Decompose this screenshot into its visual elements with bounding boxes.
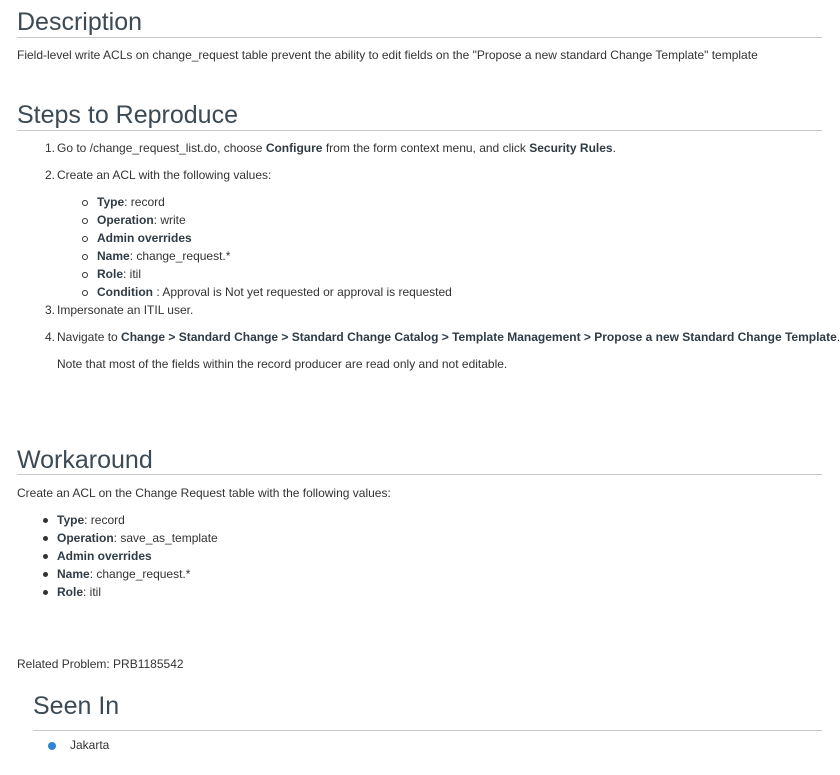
workaround-item-role: Role: itil [57, 585, 102, 599]
list-bullet-icon [82, 290, 88, 296]
acl-item-name: Name: change_request.* [97, 249, 231, 263]
step-4-text: Navigate to Change > Standard Change > Standard Change Catalog > Template Management > Propose a new Standard Change Template. [57, 330, 840, 344]
acl-item-role: Role: itil [97, 267, 142, 281]
step-1-text [57, 140, 616, 156]
workaround-intro: Create an ACL on the Change Request table with the following values: [17, 486, 391, 500]
list-bullet-icon [43, 536, 48, 541]
seen-in-heading: Seen In [33, 692, 120, 720]
description-divider [17, 37, 822, 38]
step-3-number: 3. [45, 303, 56, 317]
list-bullet-icon [82, 254, 88, 260]
workaround-item-admin-overrides: Admin overrides [57, 549, 152, 563]
release-bullet-icon [48, 742, 56, 750]
workaround-item-name: Name: change_request.* [57, 567, 191, 581]
acl-item-admin-overrides: Admin overrides [97, 231, 192, 245]
acl-item-operation: Operation: write [97, 213, 186, 227]
list-bullet-icon [82, 218, 88, 224]
steps-heading: Steps to Reproduce [17, 101, 238, 129]
step-1-pre: Go to /change_request_list.do, choose [57, 141, 266, 155]
workaround-item-operation: Operation: save_as_template [57, 531, 218, 545]
list-bullet-icon [43, 590, 48, 595]
step-1-mid: from the form context menu, and click [322, 141, 530, 155]
step-2-text: Create an ACL with the following values: [57, 168, 272, 182]
workaround-divider [17, 474, 822, 475]
step-1-bold-configure: Configure [265, 141, 323, 155]
related-problem-id: PRB1185542 [113, 657, 184, 671]
list-bullet-icon [43, 554, 48, 559]
list-bullet-icon [82, 272, 88, 278]
related-problem-label: Related Problem: [17, 657, 114, 671]
step-1-bold-security-rules: Security Rules [529, 141, 613, 155]
seen-in-divider [33, 730, 822, 731]
workaround-item-type: Type: record [57, 513, 125, 527]
description-text: Field-level write ACLs on change_request table prevent the ability to edit fields on the "Propose a new standard Change Template" template [17, 48, 758, 62]
workaround-heading: Workaround [17, 446, 153, 474]
step-1-number: 1. [45, 141, 56, 155]
list-bullet-icon [43, 572, 48, 577]
list-bullet-icon [43, 518, 48, 523]
step-1-post: . [612, 141, 616, 155]
step-3-text: Impersonate an ITIL user. [57, 303, 194, 317]
acl-item-condition: Condition : Approval is Not yet requested or approval is requested [97, 285, 452, 299]
acl-item-type: Type: record [97, 195, 165, 209]
steps-divider [17, 130, 822, 131]
list-bullet-icon [82, 236, 88, 242]
seen-in-release: Jakarta [70, 738, 110, 752]
step-4-note: Note that most of the fields within the record producer are read only and not editable. [57, 357, 508, 371]
related-problem [17, 656, 184, 672]
step-4-number: 4. [45, 330, 56, 344]
step-2-number: 2. [45, 168, 56, 182]
description-heading: Description [17, 8, 143, 36]
list-bullet-icon [82, 200, 88, 206]
step-4-navigation-path: Change > Standard Change > Standard Change Catalog > Template Management > Propose a new Standard Change Template [121, 330, 837, 344]
